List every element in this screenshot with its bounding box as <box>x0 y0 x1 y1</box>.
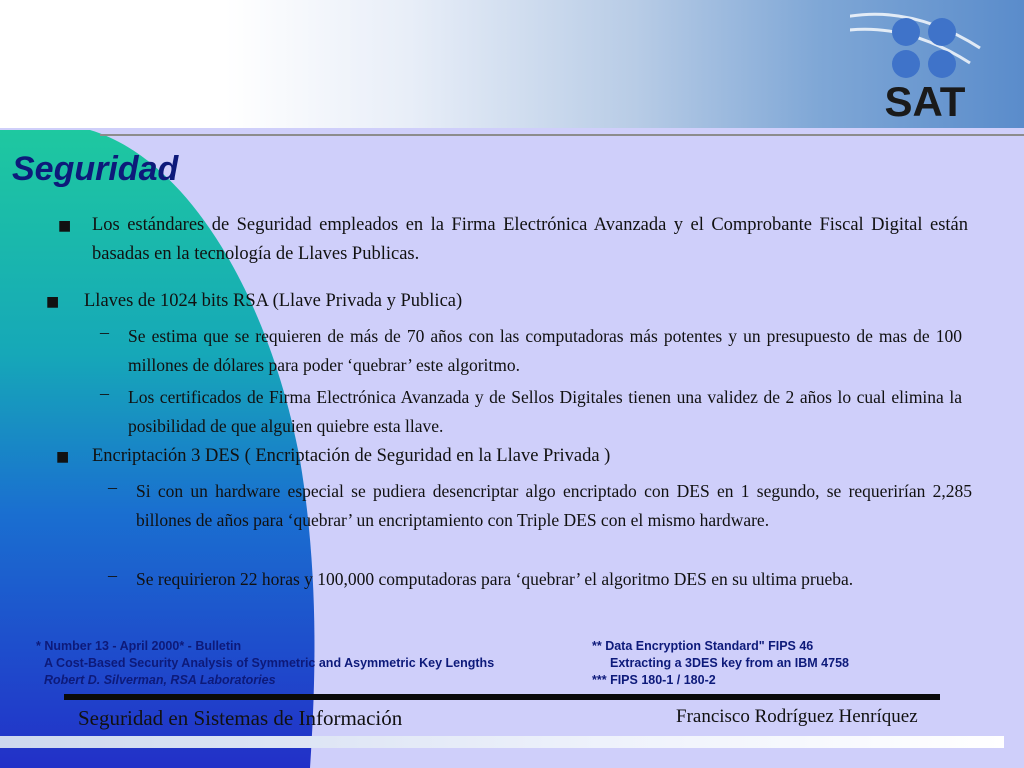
references-left <box>36 638 494 689</box>
square-bullet-icon: ■ <box>46 294 60 310</box>
square-bullet-icon: ■ <box>58 218 72 234</box>
sat-logo-text: SAT <box>884 78 966 125</box>
bullet-3: Encriptación 3 DES ( Encriptación de Seguridad en la Llave Privada ) <box>92 446 611 466</box>
dash-bullet-icon: – <box>108 565 117 585</box>
dash-bullet-icon: – <box>100 322 109 342</box>
reference-line: A Cost-Based Security Analysis of Symmetric and Asymmetric Key Lengths <box>44 656 495 670</box>
footer-author: Francisco Rodríguez Henríquez <box>676 706 918 727</box>
top-divider <box>100 134 1024 136</box>
bullet-2-sub-1: Se estima que se requieren de más de 70 años con las computadoras más potentes y un presupuesto de mas de 100 millones de dólares para poder ‘quebrar’ este algoritmo. <box>128 326 962 375</box>
square-bullet-icon: ■ <box>56 449 70 465</box>
dash-bullet-icon: – <box>108 477 117 497</box>
reference-line: ** Data Encryption Standard" FIPS 46 <box>592 639 814 653</box>
reference-line: *** FIPS 180-1 / 180-2 <box>592 673 716 687</box>
reference-line: Extracting a 3DES key from an IBM 4758 <box>610 656 849 670</box>
slide-title: Seguridad <box>12 150 179 188</box>
bullet-1: Los estándares de Seguridad empleados en la Firma Electrónica Avanzada y el Comprobante Fiscal Digital están basadas en la tecnología de Llaves Publicas. <box>92 215 968 264</box>
reference-line: * Number 13 - April 2000* - Bulletin <box>36 639 242 653</box>
bottom-strip <box>0 736 1004 748</box>
bullet-2: Llaves de 1024 bits RSA (Llave Privada y Publica) <box>84 291 463 311</box>
footer-course-title: Seguridad en Sistemas de Información <box>78 706 403 730</box>
references-right <box>592 638 849 689</box>
bullet-3-sub-1: Si con un hardware especial se pudiera desencriptar algo encriptado con DES en 1 segundo, se requerirían 2,285 billones de años para ‘quebrar’ un encriptamiento con Triple DES con el mismo hardware. <box>136 481 972 530</box>
bullet-3-sub-2: Se requirieron 22 horas y 100,000 computadoras para ‘quebrar’ el algoritmo DES en su ultima prueba. <box>136 569 854 589</box>
dash-bullet-icon: – <box>100 383 109 403</box>
reference-line: Robert D. Silverman, RSA Laboratories <box>44 673 276 687</box>
bullet-2-sub-2: Los certificados de Firma Electrónica Avanzada y de Sellos Digitales tienen una validez de 2 años lo cual elimina la posibilidad de que alguien quiebre esta llave. <box>128 387 962 436</box>
footer-divider <box>64 694 940 700</box>
sat-logo-icon <box>850 8 1000 126</box>
